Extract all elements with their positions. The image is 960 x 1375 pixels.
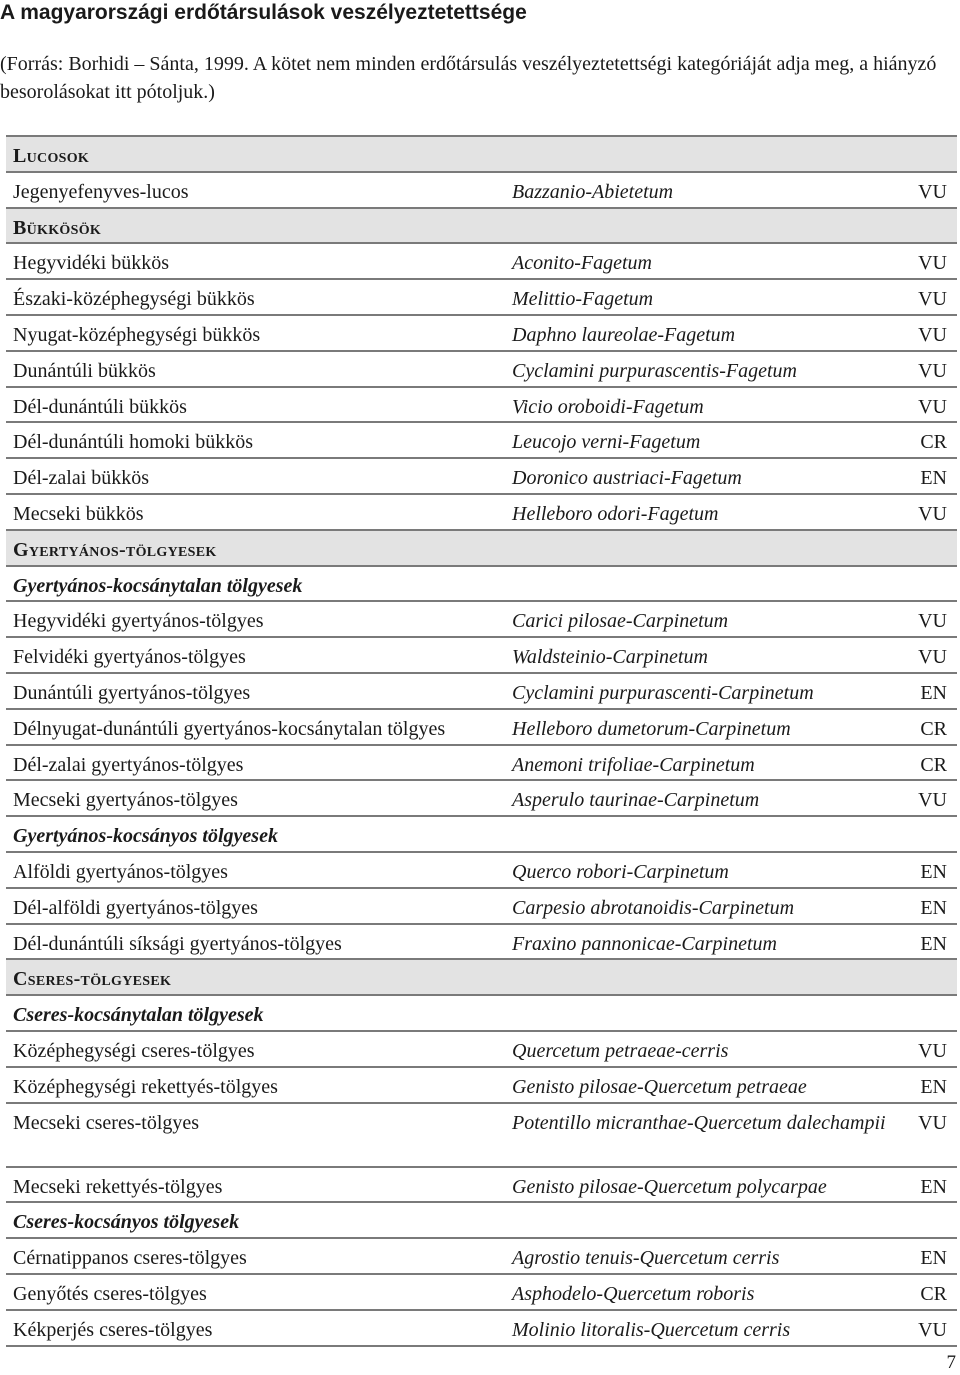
latin-name: Carpesio abrotanoidis-Carpinetum — [512, 896, 795, 919]
association-name: Felvidéki gyertyános-tölgyes — [13, 646, 246, 669]
threat-category: CR — [920, 753, 947, 776]
latin-name: Genisto pilosae-Quercetum petraeae — [512, 1075, 807, 1098]
table-row — [6, 1239, 957, 1275]
association-name: Cérnatippanos cseres-tölgyes — [13, 1247, 247, 1270]
subsection-header — [6, 567, 957, 603]
table-row — [6, 781, 957, 817]
latin-name: Querco robori-Carpinetum — [512, 860, 729, 883]
threat-category: VU — [918, 1039, 947, 1062]
table-row — [6, 602, 957, 638]
association-name: Középhegységi rekettyés-tölgyes — [13, 1075, 278, 1098]
table-row — [6, 710, 957, 746]
latin-name: Potentillo micranthae-Quercetum dalechampii — [512, 1111, 886, 1134]
intro-paragraph: (Forrás: Borhidi – Sánta, 1999. A kötet nem minden erdőtársulás veszélyeztetettségi kategóriáját adja meg, a hiányzó besorolásokat itt pótoljuk.) — [0, 53, 937, 103]
table-row — [6, 388, 957, 424]
threat-category: CR — [920, 431, 947, 454]
section-header — [6, 137, 957, 173]
association-name: Dunántúli bükkös — [13, 359, 156, 382]
latin-name: Carici pilosae-Carpinetum — [512, 610, 729, 633]
threat-category: VU — [918, 252, 947, 275]
threat-category: VU — [918, 359, 947, 382]
threat-category: CR — [920, 1282, 947, 1305]
table-row — [6, 316, 957, 352]
threat-category: EN — [920, 860, 947, 883]
threat-category: VU — [918, 646, 947, 669]
threat-category: VU — [918, 288, 947, 311]
association-name: Dél-dunántúli homoki bükkös — [13, 431, 253, 454]
association-name: Alföldi gyertyános-tölgyes — [13, 860, 228, 883]
latin-name: Helleboro odori-Fagetum — [512, 502, 719, 525]
latin-name: Cyclamini purpurascentis-Fagetum — [512, 359, 797, 382]
association-name: Hegyvidéki gyertyános-tölgyes — [13, 610, 264, 633]
association-name: Kékperjés cseres-tölgyes — [13, 1318, 213, 1341]
threat-category: VU — [918, 610, 947, 633]
subsection-label: Cseres-kocsánytalan tölgyesek — [13, 1004, 264, 1027]
table-row — [6, 1032, 957, 1068]
association-name: Mecseki cseres-tölgyes — [13, 1111, 200, 1134]
subsection-label: Gyertyános-kocsányos tölgyesek — [13, 825, 278, 848]
table-row — [6, 746, 957, 782]
latin-name: Leucojo verni-Fagetum — [512, 431, 701, 454]
latin-name: Quercetum petraeae-cerris — [512, 1039, 729, 1062]
association-name: Északi-középhegységi bükkös — [13, 288, 255, 311]
threat-category: EN — [920, 467, 947, 490]
table-row — [6, 925, 957, 961]
threat-category: VU — [918, 180, 947, 203]
table-row — [6, 853, 957, 889]
association-name: Dunántúli gyertyános-tölgyes — [13, 681, 251, 704]
latin-name: Melittio-Fagetum — [512, 288, 654, 311]
association-name: Mecseki rekettyés-tölgyes — [13, 1175, 223, 1198]
subsection-label: Gyertyános-kocsánytalan tölgyesek — [13, 574, 303, 597]
latin-name: Daphno laureolae-Fagetum — [512, 323, 736, 346]
latin-name: Bazzanio-Abietetum — [512, 180, 674, 203]
threat-category: VU — [918, 502, 947, 525]
table-row — [6, 280, 957, 316]
latin-name: Aconito-Fagetum — [512, 252, 652, 275]
latin-name: Waldsteinio-Carpinetum — [512, 646, 708, 669]
association-name: Nyugat-középhegységi bükkös — [13, 323, 261, 346]
subsection-label: Cseres-kocsányos tölgyesek — [13, 1211, 240, 1234]
forest-association-table — [6, 135, 957, 1347]
latin-name: Helleboro dumetorum-Carpinetum — [512, 717, 791, 740]
table-row — [6, 1275, 957, 1311]
latin-name: Doronico austriaci-Fagetum — [512, 467, 742, 490]
latin-name: Cyclamini purpurascenti-Carpinetum — [512, 681, 814, 704]
association-name: Jegenyefenyves-lucos — [13, 180, 189, 203]
table-row — [6, 1311, 957, 1347]
table-row — [6, 889, 957, 925]
section-label: Gyertyános-tölgyesek — [13, 538, 217, 561]
threat-category: EN — [920, 1247, 947, 1270]
association-name: Délnyugat-dunántúli gyertyános-kocsánytalan tölgyes — [13, 717, 446, 740]
table-row — [6, 495, 957, 531]
latin-name: Vicio oroboidi-Fagetum — [512, 395, 704, 418]
threat-category: EN — [920, 932, 947, 955]
latin-name: Asperulo taurinae-Carpinetum — [512, 789, 760, 812]
table-row — [6, 173, 957, 209]
page-number: 7 — [946, 1352, 956, 1373]
latin-name: Fraxino pannonicae-Carpinetum — [512, 932, 777, 955]
association-name: Dél-alföldi gyertyános-tölgyes — [13, 896, 258, 919]
table-row — [6, 1168, 957, 1204]
association-name: Hegyvidéki bükkös — [13, 252, 170, 275]
latin-name: Genisto pilosae-Quercetum polycarpae — [512, 1175, 827, 1198]
association-name: Dél-zalai gyertyános-tölgyes — [13, 753, 244, 776]
subsection-header — [6, 1203, 957, 1239]
table-row — [6, 423, 957, 459]
page-title: A magyarországi erdőtársulások veszélyeztetettsége — [0, 1, 527, 24]
section-header — [6, 960, 957, 996]
association-name: Dél-zalai bükkös — [13, 467, 150, 490]
section-header — [6, 531, 957, 567]
association-name: Dél-dunántúli síksági gyertyános-tölgyes — [13, 932, 342, 955]
latin-name: Anemoni trifoliae-Carpinetum — [512, 753, 755, 776]
association-name: Mecseki bükkös — [13, 502, 144, 525]
association-name: Középhegységi cseres-tölgyes — [13, 1039, 255, 1062]
latin-name: Asphodelo-Quercetum roboris — [512, 1282, 755, 1305]
section-header — [6, 209, 957, 245]
section-label: Bükkösök — [13, 216, 102, 239]
association-name: Genyőtés cseres-tölgyes — [13, 1282, 207, 1305]
association-name: Dél-dunántúli bükkös — [13, 395, 187, 418]
latin-name: Agrostio tenuis-Quercetum cerris — [512, 1247, 780, 1270]
threat-category: CR — [920, 717, 947, 740]
table-row — [6, 638, 957, 674]
section-label: Cseres-tölgyesek — [13, 968, 172, 991]
section-label: Lucosok — [13, 145, 90, 167]
association-name: Mecseki gyertyános-tölgyes — [13, 789, 238, 812]
subsection-header — [6, 996, 957, 1032]
threat-category: VU — [918, 1318, 947, 1341]
table-row — [6, 459, 957, 495]
table-row — [6, 674, 957, 710]
threat-category: VU — [918, 323, 947, 346]
latin-name: Molinio litoralis-Quercetum cerris — [512, 1318, 791, 1341]
table-row — [6, 352, 957, 388]
threat-category: EN — [920, 1075, 947, 1098]
table-row — [6, 244, 957, 280]
threat-category: EN — [920, 896, 947, 919]
threat-category: VU — [918, 789, 947, 812]
table-row — [6, 1068, 957, 1104]
threat-category: EN — [920, 681, 947, 704]
table-row — [6, 1104, 957, 1168]
threat-category: EN — [920, 1175, 947, 1198]
threat-category: VU — [918, 395, 947, 418]
threat-category: VU — [918, 1111, 947, 1134]
subsection-header — [6, 817, 957, 853]
